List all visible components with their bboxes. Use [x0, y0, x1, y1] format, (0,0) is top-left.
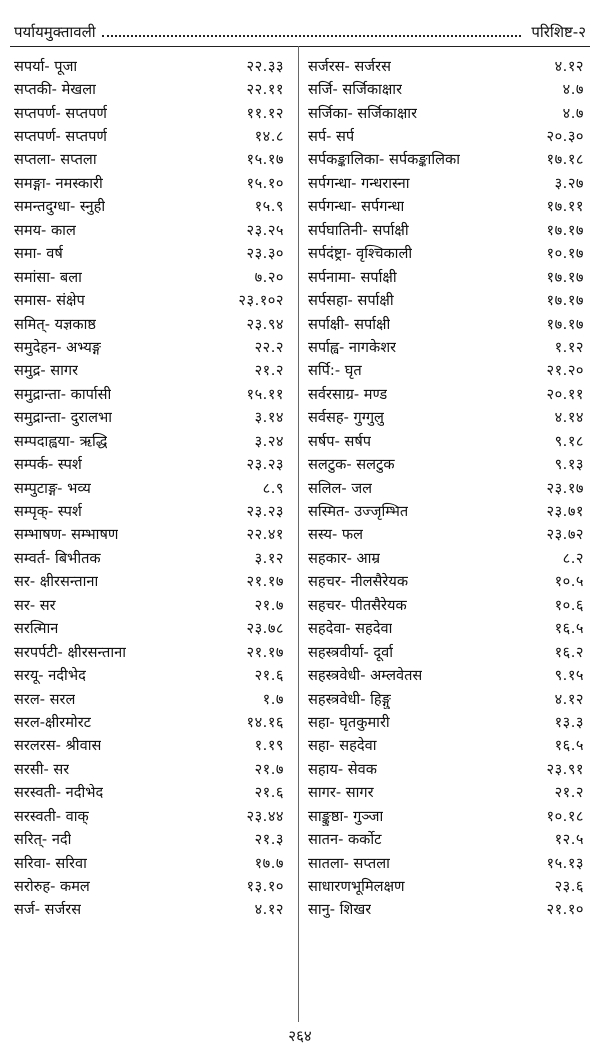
index-entry [308, 406, 584, 429]
entry-term: सप्तला- सप्तला [14, 151, 97, 169]
entry-term: सर्वसह- गुग्गुलु [308, 409, 384, 427]
index-entry [308, 218, 584, 241]
index-entry [308, 54, 584, 77]
entry-term: सलिल- जल [308, 479, 373, 497]
entry-reference: २३.३० [246, 245, 284, 263]
index-entry [308, 781, 584, 804]
entry-term: सहचर- पीतसैरेयक [308, 596, 407, 614]
entry-term: सर्पदंष्ट्रा- वृश्चिकाली [308, 245, 413, 263]
index-entry [308, 101, 584, 124]
header-rule [10, 46, 590, 47]
index-entry [14, 195, 284, 218]
entry-term: समास- संक्षेप [14, 292, 85, 310]
entry-reference: १०.१७ [546, 245, 584, 263]
entry-term: सर्पकङ्कालिका- सर्पकङ्कालिका [308, 151, 460, 169]
entry-reference: ४.१४ [554, 409, 584, 427]
index-entry [308, 171, 584, 194]
index-entry [308, 687, 584, 710]
entry-reference: २३.७१ [546, 503, 584, 521]
index-entry [14, 781, 284, 804]
entry-reference: २०.३० [546, 128, 584, 146]
entry-reference: १७.१७ [546, 292, 584, 310]
entry-term: सम्पदाह्वया- ऋद्धि [14, 432, 108, 450]
index-entry [14, 124, 284, 147]
entry-reference: २१.६ [254, 667, 284, 685]
entry-reference: २२.२ [254, 338, 284, 356]
entry-reference: २१.२ [254, 362, 284, 380]
entry-term: सस्मित- उज्जृम्भित [308, 503, 409, 521]
index-entry [14, 640, 284, 663]
entry-term: सर्पसहा- सर्पाक्षी [308, 292, 394, 310]
entry-term: सर्जि- सर्जिकाक्षार [308, 81, 403, 99]
entry-term: सर्प- सर्प [308, 128, 355, 146]
index-entry [14, 804, 284, 827]
entry-reference: ११.१२ [246, 104, 284, 122]
entry-term: सप्तकी- मेखला [14, 81, 96, 99]
header-section: परिशिष्ट-२ [531, 23, 586, 41]
index-entry [14, 827, 284, 850]
entry-term: सर्पगन्धा- गन्धरास्ना [308, 174, 410, 192]
entry-term: सम्पुटाङ्ग- भव्य [14, 479, 91, 497]
entry-term: सर्पनामा- सर्पाक्षी [308, 268, 397, 286]
entry-term: सर्जरस- सर्जरस [308, 57, 391, 75]
entry-reference: १.१२ [554, 338, 584, 356]
entry-term: सहस्त्रवेधी- अम्लवेतस [308, 667, 423, 685]
index-entry [14, 874, 284, 897]
entry-reference: १५.१७ [246, 151, 284, 169]
column-divider [298, 46, 299, 1022]
index-entry [14, 734, 284, 757]
index-entry [308, 546, 584, 569]
entry-term: सम्वर्त- बिभीतक [14, 549, 101, 567]
entry-term: सर- क्षीरसन्ताना [14, 573, 99, 591]
entry-reference: १६.५ [554, 737, 584, 755]
entry-reference: २३.६ [554, 878, 584, 896]
index-entry [14, 523, 284, 546]
index-entry [14, 851, 284, 874]
page-number: २६४ [288, 1027, 312, 1045]
entry-term: सातन- कर्कोट [308, 831, 382, 849]
entry-term: समांसा- बला [14, 268, 82, 286]
entry-reference: ९.१८ [554, 432, 584, 450]
index-entry [14, 593, 284, 616]
entry-reference: २१.२ [554, 784, 584, 802]
entry-term: सर्ज- सर्जरस [14, 901, 82, 919]
entry-reference: ९.१५ [554, 667, 584, 685]
index-entry [308, 874, 584, 897]
entry-term: सरयू- नदीभेद [14, 667, 86, 685]
entry-reference: १४.८ [254, 128, 284, 146]
running-header [14, 14, 586, 42]
index-entry [308, 757, 584, 780]
entry-reference: १७.१८ [546, 151, 584, 169]
entry-reference: ४.१२ [554, 57, 584, 75]
entry-reference: १५.११ [246, 385, 284, 403]
index-entry [308, 452, 584, 475]
header-title: पर्यायमुक्तावली [14, 23, 96, 41]
index-entry [308, 195, 584, 218]
entry-reference: २३.४४ [246, 807, 284, 825]
index-entry [14, 242, 284, 265]
index-entry [308, 617, 584, 640]
index-entry [14, 54, 284, 77]
entry-reference: १२.५ [554, 831, 584, 849]
entry-term: सहस्त्रवेधी- हिङ्गु [308, 690, 391, 708]
index-entry [308, 124, 584, 147]
entry-reference: २३.७२ [546, 526, 584, 544]
index-entry [308, 476, 584, 499]
entry-reference: १.७ [262, 690, 284, 708]
index-entry [14, 406, 284, 429]
entry-term: समय- काल [14, 221, 76, 239]
entry-term: सहचर- नीलसैरेयक [308, 573, 409, 591]
entry-reference: ३.१२ [254, 549, 284, 567]
index-entry [308, 429, 584, 452]
index-entry [308, 523, 584, 546]
entry-reference: २१.१७ [246, 643, 284, 661]
index-entry [14, 382, 284, 405]
entry-reference: ७.२० [254, 268, 284, 286]
entry-reference: ४.१२ [254, 901, 284, 919]
entry-term: सरल-क्षीरमोरट [14, 713, 92, 731]
index-entry [14, 335, 284, 358]
entry-reference: ३.१४ [254, 409, 284, 427]
entry-term: सस्य- फल [308, 526, 364, 544]
entry-reference: २३.२३ [246, 503, 284, 521]
entry-term: सरिवा- सरिवा [14, 854, 87, 872]
entry-term: सरलरस- श्रीवास [14, 737, 102, 755]
entry-term: साधारणभूमिलक्षण [308, 878, 405, 896]
entry-reference: १०.६ [554, 596, 584, 614]
entry-reference: २२.११ [246, 81, 284, 99]
index-entry [14, 757, 284, 780]
right-column [308, 54, 584, 921]
entry-term: सहा- सहदेवा [308, 737, 377, 755]
index-entry [14, 429, 284, 452]
entry-term: सरत्मिान [14, 620, 59, 638]
index-entry [14, 499, 284, 522]
entry-term: सप्तपर्ण- सप्तपर्ण [14, 104, 107, 122]
entry-reference: १.१९ [254, 737, 284, 755]
entry-reference: १४.१६ [246, 713, 284, 731]
entry-term: सानु- शिखर [308, 901, 372, 919]
entry-reference: ९.१३ [554, 456, 584, 474]
entry-term: समा- वर्ष [14, 245, 63, 263]
index-entry [308, 312, 584, 335]
entry-term: सर- सर [14, 596, 56, 614]
index-entry [308, 359, 584, 382]
entry-term: सरल- सरल [14, 690, 76, 708]
index-entry [14, 77, 284, 100]
entry-reference: १६.५ [554, 620, 584, 638]
entry-term: समुद्रान्ता- दुरालभा [14, 409, 113, 427]
index-entry [14, 898, 284, 921]
entry-reference: २१.७ [254, 760, 284, 778]
entry-term: सरपर्पटी- क्षीरसन्ताना [14, 643, 127, 661]
entry-term: सातला- सप्तला [308, 854, 390, 872]
index-entry [308, 898, 584, 921]
entry-term: सरस्वती- नदीभेद [14, 784, 104, 802]
entry-term: सर्पघातिनी- सर्पाक्षी [308, 221, 409, 239]
index-entry [14, 452, 284, 475]
entry-reference: १६.२ [554, 643, 584, 661]
header-dotted-leader [102, 35, 522, 37]
entry-reference: १०.१८ [546, 807, 584, 825]
entry-reference: २०.११ [546, 385, 584, 403]
entry-term: साङ्कुष्ठा- गुञ्जा [308, 807, 384, 825]
index-entry [308, 77, 584, 100]
entry-reference: १७.१७ [546, 221, 584, 239]
entry-term: सागर- सागर [308, 784, 374, 802]
index-entry [308, 499, 584, 522]
entry-term: सरस्वती- वाक् [14, 807, 89, 825]
entry-reference: ३.२७ [554, 174, 584, 192]
entry-reference: १७.१७ [546, 315, 584, 333]
entry-reference: १७.११ [546, 198, 584, 216]
index-entry [14, 218, 284, 241]
entry-term: समुद्रान्ता- कार्पासी [14, 385, 112, 403]
index-entry [308, 288, 584, 311]
index-entry [308, 734, 584, 757]
entry-term: सप्तपर्ण- सप्तपर्ण [14, 128, 107, 146]
entry-reference: २३.७८ [246, 620, 284, 638]
index-entry [308, 827, 584, 850]
entry-term: सरसी- सर [14, 760, 70, 778]
index-entry [14, 617, 284, 640]
entry-term: सर्वरसाग्र- मण्ड [308, 385, 388, 403]
entry-reference: २३.९१ [546, 760, 584, 778]
entry-term: सम्भाषण- सम्भाषण [14, 526, 119, 544]
entry-reference: १५.१३ [546, 854, 584, 872]
index-entry [308, 851, 584, 874]
entry-reference: २२.४१ [246, 526, 284, 544]
index-entry [14, 546, 284, 569]
entry-term: सम्पृक्- स्पर्श [14, 503, 82, 521]
entry-reference: २३.२३ [246, 456, 284, 474]
index-entry [308, 382, 584, 405]
entry-reference: ४.७ [562, 104, 584, 122]
index-entry [14, 148, 284, 171]
entry-reference: २१.१० [546, 901, 584, 919]
index-entry [14, 288, 284, 311]
entry-reference: २३.२५ [246, 221, 284, 239]
entry-term: सर्पगन्धा- सर्पगन्धा [308, 198, 405, 216]
entry-reference: १७.७ [254, 854, 284, 872]
entry-reference: २१.७ [254, 596, 284, 614]
index-entry [308, 663, 584, 686]
entry-term: समन्तदुग्धा- स्नुही [14, 198, 106, 216]
entry-term: सहस्त्रवीर्या- दूर्वा [308, 643, 394, 661]
index-entry [308, 242, 584, 265]
index-entry [308, 265, 584, 288]
index-entry [308, 335, 584, 358]
entry-term: सहकार- आम्र [308, 549, 381, 567]
entry-term: समुद्र- सागर [14, 362, 79, 380]
index-entry [308, 640, 584, 663]
entry-term: सम्पर्क- स्पर्श [14, 456, 82, 474]
index-entry [14, 101, 284, 124]
entry-term: सहाय- सेवक [308, 760, 377, 778]
index-entry [308, 593, 584, 616]
entry-reference: २३.१७ [546, 479, 584, 497]
index-entry [14, 570, 284, 593]
entry-term: सर्जिका- सर्जिकाक्षार [308, 104, 418, 122]
entry-term: समङ्गा- नमस्कारी [14, 174, 103, 192]
entry-reference: १७.१७ [546, 268, 584, 286]
entry-reference: २३.९४ [246, 315, 284, 333]
entry-reference: १५.१० [246, 174, 284, 192]
index-entry [14, 710, 284, 733]
index-entry [14, 476, 284, 499]
entry-reference: २३.१०२ [238, 292, 284, 310]
left-column [14, 54, 284, 921]
entry-term: सर्पाक्षी- सर्पाक्षी [308, 315, 391, 333]
entry-term: समित्- यज्ञकाष्ठ [14, 315, 96, 333]
entry-reference: १३.३ [554, 713, 584, 731]
entry-reference: ४.७ [562, 81, 584, 99]
entry-reference: १०.५ [554, 573, 584, 591]
entry-term: सर्षप- सर्षप [308, 432, 372, 450]
entry-reference: १३.१० [246, 878, 284, 896]
entry-reference: १५.९ [254, 198, 284, 216]
index-entry [14, 312, 284, 335]
entry-reference: ४.१२ [554, 690, 584, 708]
entry-term: सहा- घृतकुमारी [308, 713, 390, 731]
entry-reference: ८.९ [262, 479, 284, 497]
entry-reference: ३.२४ [254, 432, 284, 450]
entry-term: सर्पाह्व- नागकेशर [308, 338, 397, 356]
entry-reference: २१.१७ [246, 573, 284, 591]
entry-term: सपर्या- पूजा [14, 57, 78, 75]
index-entry [308, 570, 584, 593]
entry-reference: ८.२ [562, 549, 584, 567]
entry-reference: २१.६ [254, 784, 284, 802]
entry-reference: २२.३३ [246, 57, 284, 75]
index-entry [308, 710, 584, 733]
index-entry [14, 171, 284, 194]
entry-term: सरोरुह- कमल [14, 878, 90, 896]
index-entry [14, 359, 284, 382]
entry-reference: २१.२० [546, 362, 584, 380]
entry-term: सहदेवा- सहदेवा [308, 620, 393, 638]
entry-reference: २१.३ [254, 831, 284, 849]
entry-term: समुदेहन- अभ्यङ्ग [14, 338, 102, 356]
index-entry [14, 687, 284, 710]
index-entry [14, 265, 284, 288]
index-entry [308, 804, 584, 827]
index-entry [14, 663, 284, 686]
entry-term: सर्पि:- घृत [308, 362, 362, 380]
index-entry [308, 148, 584, 171]
entry-term: सलटुक- सलटुक [308, 456, 395, 474]
entry-term: सरित्- नदी [14, 831, 72, 849]
